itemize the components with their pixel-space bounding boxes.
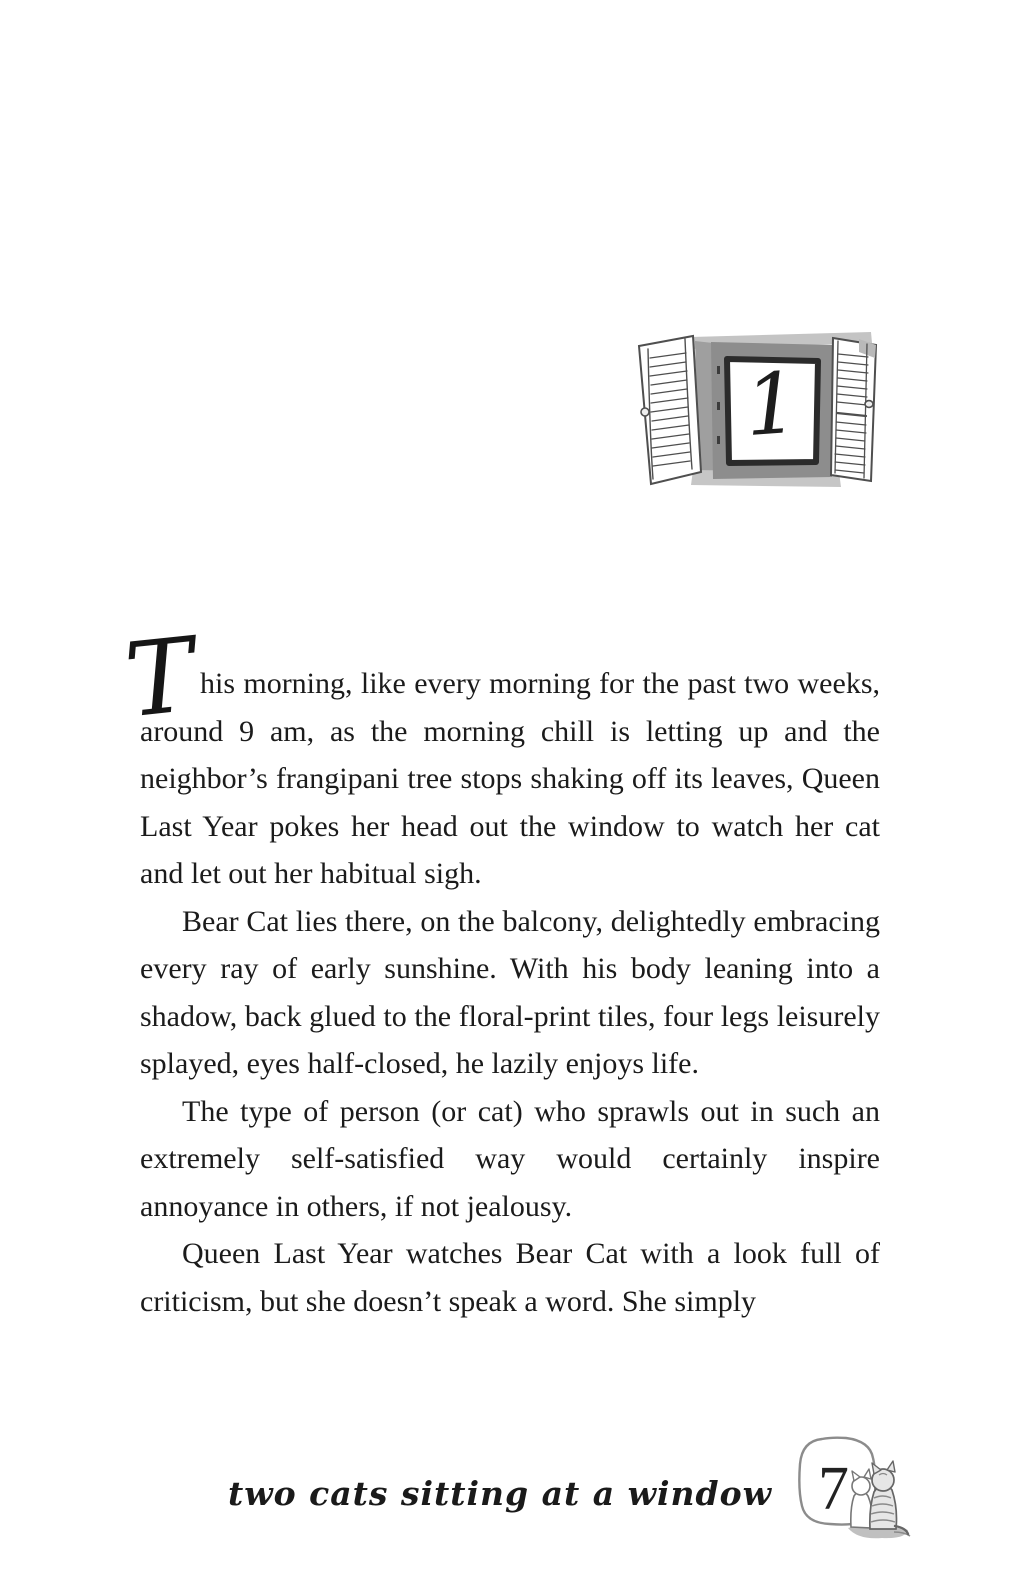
hinge-mark [717, 402, 720, 410]
hinge-mark [717, 436, 720, 444]
page-number-badge [790, 1428, 916, 1554]
page-number: 7 [818, 1455, 849, 1523]
running-footer-title: two cats sitting at a window [227, 1474, 772, 1513]
body-text [119, 615, 880, 1325]
shutter-knob [641, 408, 649, 416]
shutter-knob [865, 401, 873, 408]
left-shutter [639, 336, 701, 484]
window-shutters-illustration [633, 330, 885, 494]
paragraph-text: his morning, like every morning for the past two weeks, around 9 am, as the morning chill is letting up and the neighbor’s frangipani tree stops shaking off its leaves, Queen Last Year pokes her head out the window to watch her cat and let out her habitual sigh. [140, 667, 880, 890]
chapter-number: 1 [741, 353, 802, 456]
hinge-mark [717, 366, 720, 374]
paragraph: The type of person (or cat) who sprawls out in such an extremely self-satisfied way would certainly inspire annoyance in others, if not jealousy. [140, 1094, 880, 1223]
drop-cap: T [119, 615, 201, 742]
paragraph: Bear Cat lies there, on the balcony, delightedly embracing every ray of early sunshine. With his body leaning into a shadow, back glued to the floral-print tiles, four legs leisurely splayed, eyes half-closed, he lazily enjoys life. [140, 904, 880, 1080]
right-shutter [831, 338, 876, 481]
paragraph [119, 615, 880, 898]
paragraph: Queen Last Year watches Bear Cat with a look full of criticism, but she doesn’t speak a word. She simply [140, 1237, 880, 1318]
